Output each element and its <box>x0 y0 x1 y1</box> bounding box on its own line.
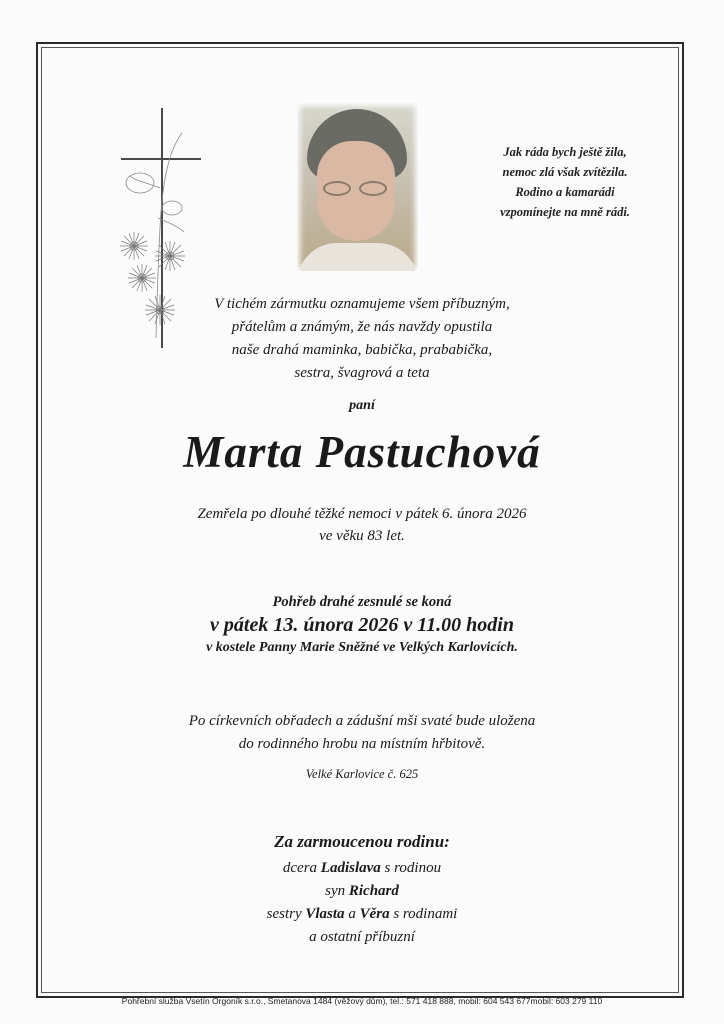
poem-line: Rodino a kamarádi <box>515 185 615 199</box>
family-member-name: Věra <box>359 906 390 922</box>
death-info <box>0 503 724 547</box>
family-member-name: Vlasta <box>305 906 345 922</box>
family-line: sestry Vlasta a Věra s rodinami <box>266 906 458 922</box>
family-member-name: Richard <box>348 883 399 899</box>
death-line: Zemřela po dlouhé těžké nemoci v pátek 6. února 2026 <box>197 506 527 522</box>
funeral-date: v pátek 13. února 2026 v 11.00 hodin <box>210 614 514 636</box>
footer-contact: Pohřební služba Vsetín Orgoník s.r.o., Smetanova 1484 (věžový dům), tel.: 571 418 888, mobil: 604 543 677mobil: 603 279 110 <box>121 996 603 1006</box>
announcement-line: přátelům a známým, že nás navždy opustila <box>231 319 493 335</box>
announcement-line: sestra, švagrová a teta <box>294 365 430 381</box>
burial-line: Po církevních obřadech a zádušní mši svaté bude uložena <box>188 713 536 729</box>
family-line: a ostatní příbuzní <box>309 929 415 945</box>
burial-line: do rodinného hrobu na místním hřbitově. <box>238 736 486 752</box>
funeral-intro: Pohřeb drahé zesnulé se koná <box>272 594 452 610</box>
burial-info <box>0 710 724 756</box>
address: Velké Karlovice č. 625 <box>305 767 419 781</box>
portrait-photo <box>297 103 418 271</box>
poem-line: nemoc zlá však zvítězila. <box>502 165 628 179</box>
family-heading: Za zarmoucenou rodinu: <box>274 832 450 851</box>
announcement-line: naše drahá maminka, babička, prababička, <box>231 342 493 358</box>
announcement-line: V tichém zármutku oznamujeme všem příbuzným, <box>214 296 510 312</box>
death-line: ve věku 83 let. <box>319 528 405 544</box>
family-member-name: Ladislava <box>320 860 381 876</box>
poem <box>470 142 660 222</box>
family-line: dcera Ladislava s rodinou <box>282 860 442 876</box>
announcement <box>0 293 724 385</box>
deceased-name: Marta Pastuchová <box>183 427 541 477</box>
title-prefix: paní <box>349 398 375 413</box>
family-line: syn Richard <box>325 883 399 899</box>
family-list <box>0 857 724 949</box>
funeral-place: v kostele Panny Marie Sněžné ve Velkých Karlovicích. <box>206 640 518 655</box>
poem-line: Jak ráda bych ještě žila, <box>503 145 627 159</box>
poem-line: vzpomínejte na mně rádi. <box>500 205 630 219</box>
